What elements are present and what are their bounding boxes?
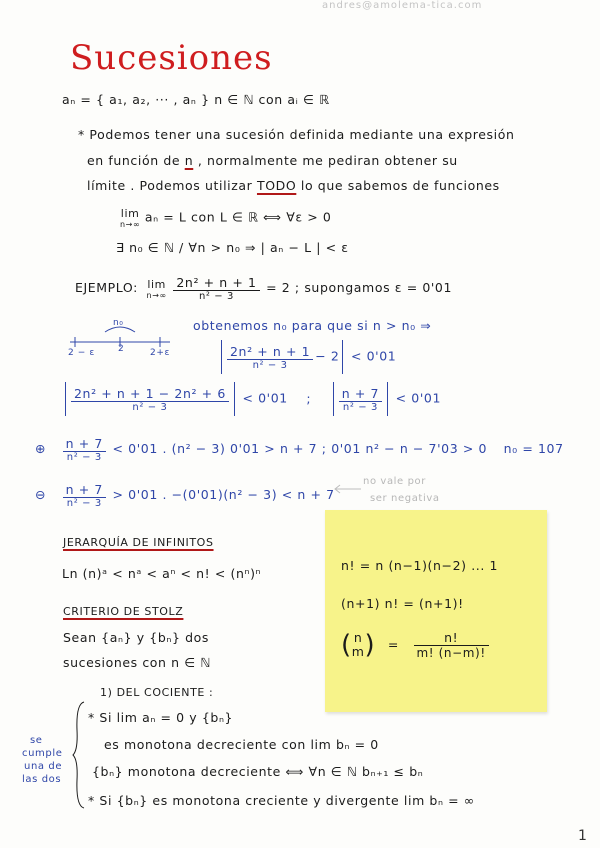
obtain-n0-text: obtenemos n₀ para que si n > n₀ ⇒ <box>193 318 432 333</box>
abs-inequality-1: $\frac{\text{2n² + n + 1}}{\text{n² − 3}}$ − 2 < 0'01 <box>218 340 396 374</box>
sticky-note <box>325 510 547 712</box>
stolz-case-2: * Si {bₙ} es monotona creciente y divergente lim bₙ = ∞ <box>88 793 475 808</box>
negative-case: ⊖ $\frac{n + 7}{\text{n² − 3}}$ > 0'01 . −(0'01)(n² − 3) < n + 7 <box>35 482 335 509</box>
intro-line-3: límite . Podemos utilizar TODO lo que sabemos de funciones <box>87 178 500 193</box>
side-note-1: se <box>30 735 43 746</box>
stolz-line-1: Sean {aₙ} y {bₙ} dos <box>63 630 209 645</box>
stolz-case-1a: * Si lim aₙ = 0 y {bₙ} <box>88 710 234 725</box>
diagram-right-label: 2+ε <box>150 348 170 358</box>
diagram-n0-label: n₀ <box>113 318 124 328</box>
sequence-definition: aₙ = { a₁, a₂, ··· , aₙ } n ∈ ℕ con aᵢ ∈ ℝ <box>62 92 330 107</box>
stolz-monotone-def: {bₙ} monotona decreciente ⟺ ∀n ∈ ℕ bₙ₊₁ ≤ bₙ <box>92 764 424 779</box>
cases-brace <box>72 700 86 810</box>
page-number: 1 <box>578 828 587 844</box>
epsilon-condition: ∃ n₀ ∈ ℕ / ∀n > n₀ ⇒ | aₙ − L | < ε <box>116 240 349 255</box>
intro-line-2: en función de n , normalmente me pediran obtener su <box>87 153 458 168</box>
negative-note-2: ser negativa <box>370 493 440 504</box>
diagram-left-label: 2 − ε <box>68 348 95 358</box>
limit-definition: lim n→∞ aₙ = L con L ∈ ℝ ⟺ ∀ε > 0 <box>120 207 332 229</box>
binomial-coefficient: ( n m ) = $\frac{n!}{m! (n-m)!}$ <box>341 630 491 660</box>
cociente-heading: 1) DEL COCIENTE : <box>100 686 214 699</box>
side-note-3: una de <box>24 761 63 772</box>
stolz-line-2: sucesiones con n ∈ ℕ <box>63 655 211 670</box>
diagram-mid-label: 2 <box>118 344 125 354</box>
hierarchy-heading: JERARQUÍA DE INFINITOS <box>63 536 214 549</box>
author-url: andres@amolema-tica.com <box>322 0 483 11</box>
hierarchy-expression: Ln (n)ᵃ < nᵃ < aⁿ < n! < (nⁿ)ⁿ <box>62 566 262 581</box>
page-title: Sucesiones <box>70 38 273 78</box>
stolz-case-1b: es monotona decreciente con lim bₙ = 0 <box>104 737 379 752</box>
side-note-4: las dos <box>22 774 62 785</box>
positive-case: ⊕ $\frac{n + 7}{\text{n² − 3}}$ < 0'01 . (n² − 3) 0'01 > n + 7 ; 0'01 n² − n − 7'03 > 0 n₀ = 107 <box>35 436 564 463</box>
stolz-heading: CRITERIO DE STOLZ <box>63 605 184 618</box>
abs-inequality-2: $\frac{\text{2n² + n + 1 − 2n² + 6}}{\text{n² − 3}}$ < 0'01 ; $\frac{n + 7}{\text{n² − 3}}$ < 0'01 <box>62 382 441 416</box>
negative-note-1: no vale por <box>363 476 426 487</box>
side-note-2: cumple <box>22 748 63 759</box>
intro-line-1: * Podemos tener una sucesión definida mediante una expresión <box>78 127 515 142</box>
factorial-recurrence: (n+1) n! = (n+1)! <box>341 596 464 611</box>
note-arrow <box>333 484 363 494</box>
example-line: EJEMPLO: lim n→∞ $\frac{\text{2n² + n + 1}}{\text{n² − 3}}$ = 2 ; supongamos ε = 0'01 <box>75 275 453 302</box>
factorial-definition: n! = n (n−1)(n−2) ... 1 <box>341 558 499 573</box>
